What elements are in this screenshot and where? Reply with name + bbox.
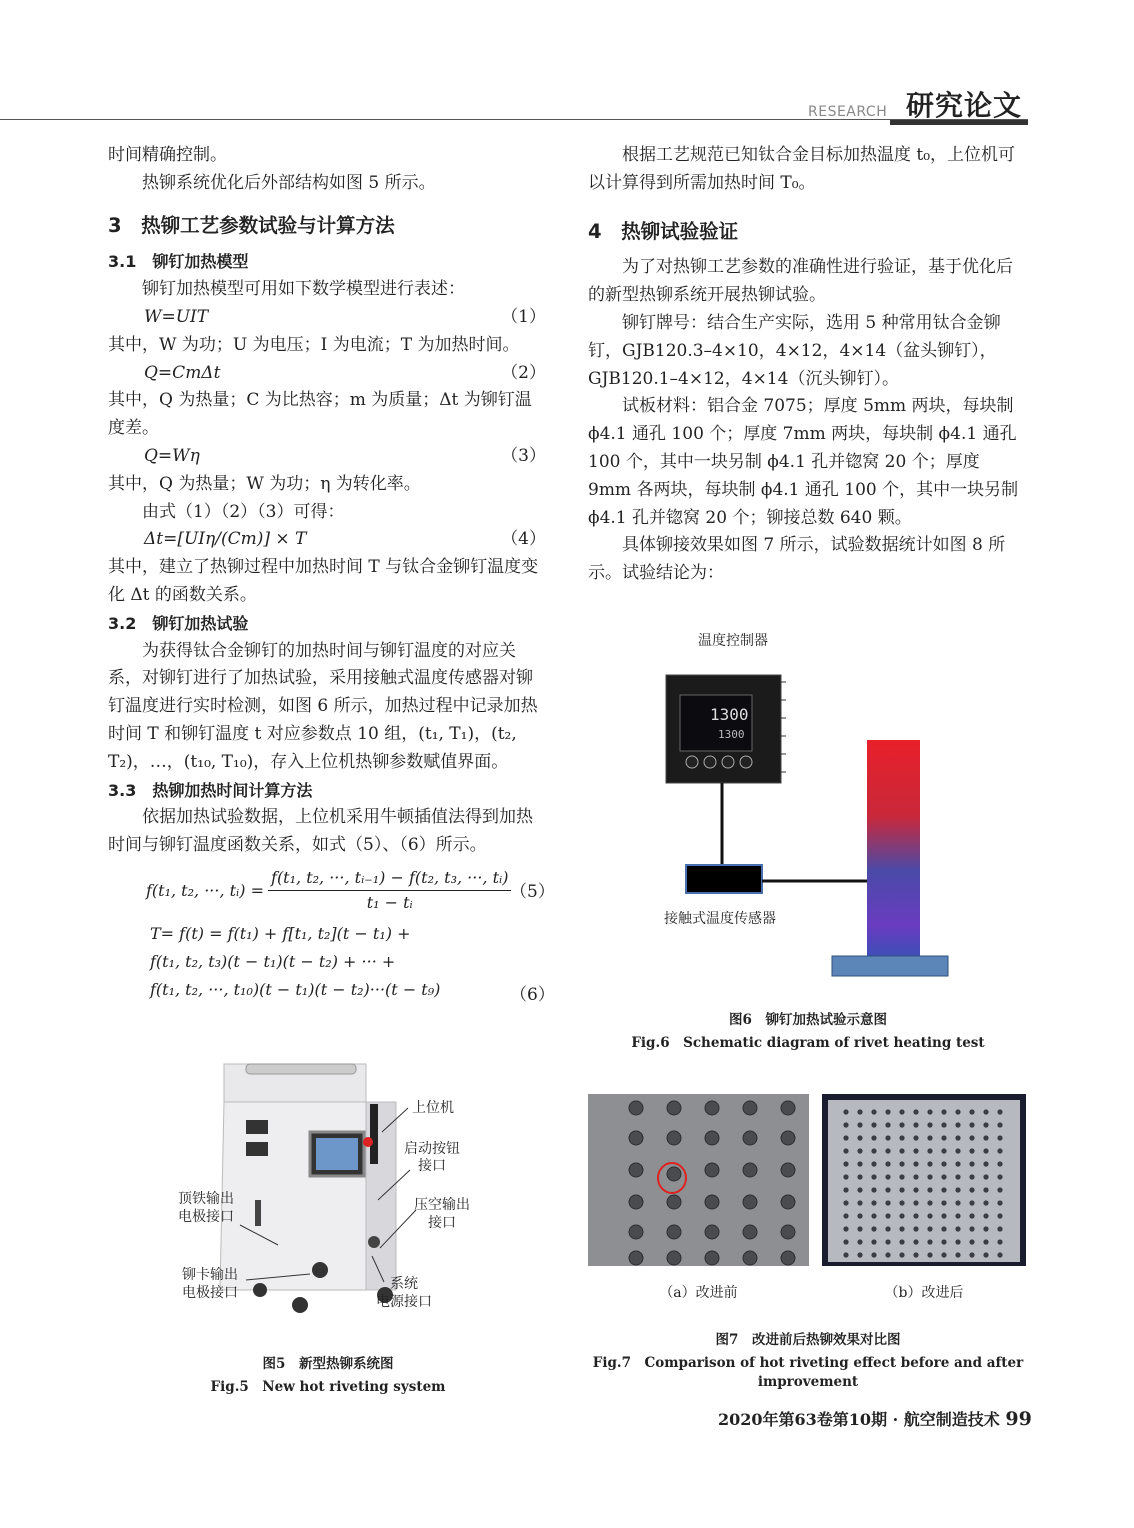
rivet-hole [997, 1200, 1002, 1205]
rivet-hole [871, 1174, 876, 1179]
rivet-hole [941, 1200, 946, 1205]
rivet-hole [941, 1161, 946, 1166]
rivet-hole [997, 1122, 1002, 1127]
rivet-hole [871, 1252, 876, 1257]
fig7-subcaption-a: （a）改进前 [659, 1285, 738, 1301]
rivet-hole [955, 1135, 960, 1140]
rivet-hole [969, 1252, 974, 1257]
fig5-caption-en: Fig.5 New hot riveting system [210, 1379, 446, 1395]
subsection-heading-3-1: 3.1 铆钉加热模型 [108, 252, 249, 272]
rivet-hole [843, 1109, 848, 1114]
paragraph: 根据工艺规范已知钛合金目标加热温度 t₀，上位机可以计算得到所需加热时间 T₀。 [588, 145, 1016, 193]
rivet-hole [843, 1122, 848, 1127]
rivet-hole [899, 1187, 904, 1192]
rivet-hole [927, 1148, 932, 1153]
rivet-hole [899, 1135, 904, 1140]
rivet-hole [941, 1174, 946, 1179]
rivet-hole [927, 1161, 932, 1166]
rivet-hole [871, 1135, 876, 1140]
machine-knob [246, 1120, 268, 1134]
rivet-hole [955, 1109, 960, 1114]
machine-body [220, 1102, 374, 1290]
controller-readout-1: 1300 [710, 705, 749, 724]
rivet-hole [983, 1109, 988, 1114]
rivet-hole [997, 1109, 1002, 1114]
label-upper-computer: 上位机 [412, 1100, 454, 1116]
controller-button [740, 756, 752, 768]
power-port [368, 1236, 380, 1248]
rivet-hole [927, 1239, 932, 1244]
paragraph: 依据加热试验数据，上位机采用牛顿插值法得到加热时间与铆钉温度函数关系，如式（5）、（6）所示。 [108, 807, 533, 856]
rivet-hole [955, 1213, 960, 1218]
rivet-hole [969, 1135, 974, 1140]
rivet-hole [997, 1252, 1002, 1257]
left-column [108, 142, 546, 860]
rivet-hole [955, 1252, 960, 1257]
rivet-hole [997, 1226, 1002, 1231]
equation-5: f(t₁, t₂, ···, tᵢ) = $\frac{\text{f(t₁, t₂, ···, tᵢ₋₁) − f(t₂, t₃, ···, tᵢ)}}{\text{t₁ − tᵢ}}$ [146, 866, 546, 915]
rivet-hole [927, 1187, 932, 1192]
controller-button [722, 756, 734, 768]
rivet-hole [997, 1161, 1002, 1166]
rivet-hole [955, 1239, 960, 1244]
rivet-hole [871, 1148, 876, 1153]
rivet-hole [871, 1122, 876, 1127]
rivet-hole [969, 1200, 974, 1205]
rivet-hole [969, 1239, 974, 1244]
rivet-hole [969, 1226, 974, 1231]
rivet-hole [885, 1200, 890, 1205]
rivet-hole [885, 1135, 890, 1140]
rivet-hole [843, 1174, 848, 1179]
rivet-hole [927, 1213, 932, 1218]
rivet-hole [885, 1252, 890, 1257]
label-contact-sensor: 接触式温度传感器 [664, 911, 776, 927]
rivet-hole [927, 1200, 932, 1205]
paragraph: 其中，Q 为热量；W 为功；η 为转化率。 [108, 473, 421, 494]
rivet-hole [899, 1148, 904, 1153]
rivet-hole [857, 1226, 862, 1231]
rivet-hole [843, 1252, 848, 1257]
rivet-hole [899, 1109, 904, 1114]
rivet-hole [941, 1135, 946, 1140]
fig7-caption-en-1: Fig.7 Comparison of hot riveting effect before and after [592, 1355, 1024, 1371]
fig7-subcaption-b: （b）改进后 [884, 1285, 964, 1301]
wheel [253, 1283, 267, 1297]
rivet-hole [983, 1135, 988, 1140]
rivet-hole [941, 1226, 946, 1231]
rivet-hole [983, 1122, 988, 1127]
rivet-hole [941, 1109, 946, 1114]
rivet-hole [955, 1226, 960, 1231]
rivet-hole [969, 1148, 974, 1153]
fig6-caption-cn: 图6 铆钉加热试验示意图 [729, 1012, 887, 1028]
rivet-hole [899, 1122, 904, 1127]
rivet-hole [997, 1135, 1002, 1140]
rivet-hole [885, 1161, 890, 1166]
rivet-hole [941, 1187, 946, 1192]
figure-7b-photo [822, 1094, 1026, 1266]
equation-4: Δt=[UIη/(Cm)] × T （4） [144, 529, 546, 550]
label-start-button: 启动按钮 [404, 1141, 460, 1157]
equation-6: T= f(t) = f(t₁) + f[t₁, t₂](t − t₁) + f(t₁, t₂, t₃)(t − t₁)(t − t₂) + ··· + f(t₁, t₂, ···, t₁₀)(t − t₁)(t − t₂)···(t − t₉) [150, 924, 441, 999]
rivet-hole [913, 1239, 918, 1244]
rivet-hole [913, 1109, 918, 1114]
equation-3: Q=Wη （3） [144, 445, 546, 466]
machine-knob [246, 1142, 268, 1156]
contact-temperature-sensor [686, 865, 762, 893]
rivet-hole [941, 1148, 946, 1153]
controller-button [686, 756, 698, 768]
controller-button [704, 756, 716, 768]
rivet-hole [843, 1161, 848, 1166]
label-system-power-2: 电源接口 [376, 1294, 432, 1310]
rivet-hole [997, 1174, 1002, 1179]
paragraph: 其中，W 为功；U 为电压；I 为电流；T 为加热时间。 [108, 334, 520, 355]
rivet-hole [927, 1252, 932, 1257]
label-temperature-controller: 温度控制器 [698, 633, 768, 649]
rivet-hole [885, 1213, 890, 1218]
rivet-hole [983, 1161, 988, 1166]
paragraph: 具体铆接效果如图 7 所示，试验数据统计如图 8 所示。试验结论为： [588, 535, 1006, 584]
rivet-hole [871, 1239, 876, 1244]
rivet-hole [969, 1109, 974, 1114]
rivet-hole [997, 1239, 1002, 1244]
rivet-hole [927, 1226, 932, 1231]
equation-1: W=UIT （1） [144, 306, 546, 327]
rivet-hole [955, 1187, 960, 1192]
rivet-hole [983, 1174, 988, 1179]
rivet-hole [885, 1187, 890, 1192]
rivet-hole [983, 1187, 988, 1192]
fig6-caption-en: Fig.6 Schematic diagram of rivet heating test [631, 1035, 985, 1051]
rivet-hole [941, 1239, 946, 1244]
rivet-rod [867, 740, 920, 958]
rivet-hole [913, 1187, 918, 1192]
rivet-hole [885, 1239, 890, 1244]
subsection-heading-3-3: 3.3 热铆加热时间计算方法 [108, 780, 313, 800]
rivet-hole [871, 1226, 876, 1231]
rivet-hole [913, 1226, 918, 1231]
rivet-hole [969, 1213, 974, 1218]
rivet-hole [843, 1239, 848, 1244]
rivet-hole [871, 1213, 876, 1218]
rivet-hole [843, 1213, 848, 1218]
rivet-hole [913, 1174, 918, 1179]
rivet-hole [927, 1109, 932, 1114]
rivet-hole [885, 1148, 890, 1153]
rivet-hole [857, 1187, 862, 1192]
rivet-hole [871, 1109, 876, 1114]
rivet-hole [857, 1200, 862, 1205]
rivet-hole [955, 1161, 960, 1166]
rivet-hole [857, 1174, 862, 1179]
header-section-title: 研究论文 [906, 89, 1023, 122]
rivet-hole [941, 1252, 946, 1257]
equation-5-number: （5） [510, 882, 555, 902]
label-ejector-output: 顶铁输出 [178, 1191, 234, 1207]
rivet-hole [983, 1213, 988, 1218]
figure-6 [662, 620, 962, 990]
rivet-hole [913, 1200, 918, 1205]
rivet-hole [899, 1252, 904, 1257]
section-heading-4: 4 热铆试验验证 [588, 219, 739, 243]
rivet-hole [857, 1135, 862, 1140]
page-footer [718, 1407, 1032, 1430]
fig7-caption-cn: 图7 改进前后热铆效果对比图 [715, 1332, 901, 1348]
rivet-hole [899, 1174, 904, 1179]
rivet-hole [871, 1200, 876, 1205]
rivet-hole [885, 1174, 890, 1179]
rivet-hole [983, 1226, 988, 1231]
rivet-hole [969, 1187, 974, 1192]
rivet-hole [997, 1148, 1002, 1153]
rivet-hole [885, 1109, 890, 1114]
rivet-hole [899, 1161, 904, 1166]
rivet-hole [857, 1161, 862, 1166]
rivet-hole [857, 1148, 862, 1153]
rivet-hole [997, 1213, 1002, 1218]
rivet-hole [899, 1226, 904, 1231]
rivet-hole [913, 1161, 918, 1166]
rivet-hole [843, 1200, 848, 1205]
journal-info: 2020年第63卷第10期 · 航空制造技术 [718, 1410, 1000, 1429]
equation-6-number: （6） [510, 985, 555, 1005]
label-system-power: 系统 [390, 1276, 418, 1292]
paragraph: 其中，建立了热铆过程中加热时间 T 与钛合金铆钉温度变化 Δt 的函数关系。 [108, 557, 539, 605]
rivet-hole [969, 1161, 974, 1166]
paragraph: 为了对热铆工艺参数的准确性进行验证，基于优化后的新型热铆系统开展热铆试验。 [588, 257, 1013, 306]
rivet-hole [857, 1109, 862, 1114]
paragraph: 时间精确控制。 [108, 145, 227, 165]
label-air-output: 压空输出 [414, 1197, 470, 1213]
rivet-hole [899, 1239, 904, 1244]
rivet-hole [955, 1122, 960, 1127]
paragraph: 为获得钛合金铆钉的加热时间与铆钉温度的对应关系，对铆钉进行了加热试验，采用接触式温度传感器对铆钉温度进行实时检测，如图 6 所示，加热过程中记录加热时间 T 和铆钉温度 t 对应参数点 10 组，(t₁, T₁)，(t₂, T₂)，…，(t₁₀, T₁₀)，存入上位机热铆参数赋值界面。 [108, 640, 538, 772]
rivet-hole [899, 1200, 904, 1205]
rivet-hole [983, 1200, 988, 1205]
rivet-hole [913, 1252, 918, 1257]
paragraph: 铆钉牌号：结合生产实际，选用 5 种常用钛合金铆钉，GJB120.3–4×10，4×12，4×14（盆头铆钉），GJB120.1–4×12，4×14（沉头铆钉）。 [588, 312, 1001, 389]
rivet-hole [857, 1213, 862, 1218]
rivet-hole [843, 1187, 848, 1192]
rivet-hole [857, 1122, 862, 1127]
fig5-caption-cn: 图5 新型热铆系统图 [262, 1356, 394, 1372]
rivet-hole [885, 1226, 890, 1231]
label-start-button-2: 接口 [418, 1158, 446, 1174]
rivet-hole [885, 1122, 890, 1127]
figure-5 [160, 1060, 500, 1320]
figure-7a-photo [588, 1094, 809, 1266]
rivet-hole [899, 1213, 904, 1218]
rivet-hole [871, 1161, 876, 1166]
label-rivet-output-2: 电极接口 [182, 1285, 238, 1301]
paragraph: 由式（1）（2）（3）可得： [142, 501, 345, 522]
machine-handle [246, 1064, 356, 1074]
rivet-hole [941, 1122, 946, 1127]
rivet-hole [969, 1122, 974, 1127]
rivet-hole [941, 1213, 946, 1218]
rivet-hole [913, 1135, 918, 1140]
rivet-hole [857, 1252, 862, 1257]
rivet-hole [955, 1174, 960, 1179]
rivet-hole [969, 1174, 974, 1179]
paragraph: 铆钉加热模型可用如下数学模型进行表述： [142, 279, 465, 300]
paragraph: 热铆系统优化后外部结构如图 5 所示。 [142, 172, 436, 193]
rivet-hole [927, 1174, 932, 1179]
label-ejector-output-2: 电极接口 [178, 1209, 234, 1225]
rivet-hole [927, 1135, 932, 1140]
rivet-hole [983, 1148, 988, 1153]
rivet-hole [913, 1122, 918, 1127]
controller-readout-2: 1300 [718, 728, 745, 741]
paragraph: 试板材料：铝合金 7075；厚度 5mm 两块，每块制 ϕ4.1 通孔 100 个；厚度 7mm 两块，每块制 ϕ4.1 通孔 100 个，其中一块另制 ϕ4.1 孔并锪窝 20 个；厚度 9mm 各两块，每块制 ϕ4.1 通孔 100 个，其中一块另制 ϕ4.1 孔并锪窝 20 个；铆接总数 640 颗。 [588, 396, 1019, 528]
rivet-hole [843, 1226, 848, 1231]
header-research: RESEARCH [808, 104, 888, 120]
start-button [363, 1137, 373, 1147]
right-column [588, 142, 1026, 588]
section-heading-3: 3 热铆工艺参数试验与计算方法 [108, 213, 395, 237]
rivet-hole [997, 1187, 1002, 1192]
rivet-base [832, 956, 948, 976]
rivet-hole [955, 1200, 960, 1205]
fig7-caption-en-2: improvement [757, 1374, 859, 1390]
rivet-hole [843, 1135, 848, 1140]
equation-2: Q=CmΔt （2） [144, 362, 546, 383]
rivet-hole [843, 1148, 848, 1153]
paragraph: 其中，Q 为热量；C 为比热容；m 为质量；Δt 为铆钉温度差。 [108, 390, 532, 439]
label-rivet-output: 铆卡输出 [182, 1267, 238, 1283]
wheel [292, 1297, 308, 1313]
rivet-hole [927, 1122, 932, 1127]
rivet-hole [871, 1187, 876, 1192]
subsection-heading-3-2: 3.2 铆钉加热试验 [108, 613, 249, 633]
label-air-output-2: 接口 [428, 1215, 456, 1231]
rivet-hole [857, 1239, 862, 1244]
page-number: 99 [1005, 1408, 1032, 1430]
output-port [312, 1262, 328, 1278]
rivet-hole [913, 1148, 918, 1153]
rivet-hole [983, 1239, 988, 1244]
rivet-hole [983, 1252, 988, 1257]
rivet-hole [913, 1213, 918, 1218]
rivet-hole [955, 1148, 960, 1153]
